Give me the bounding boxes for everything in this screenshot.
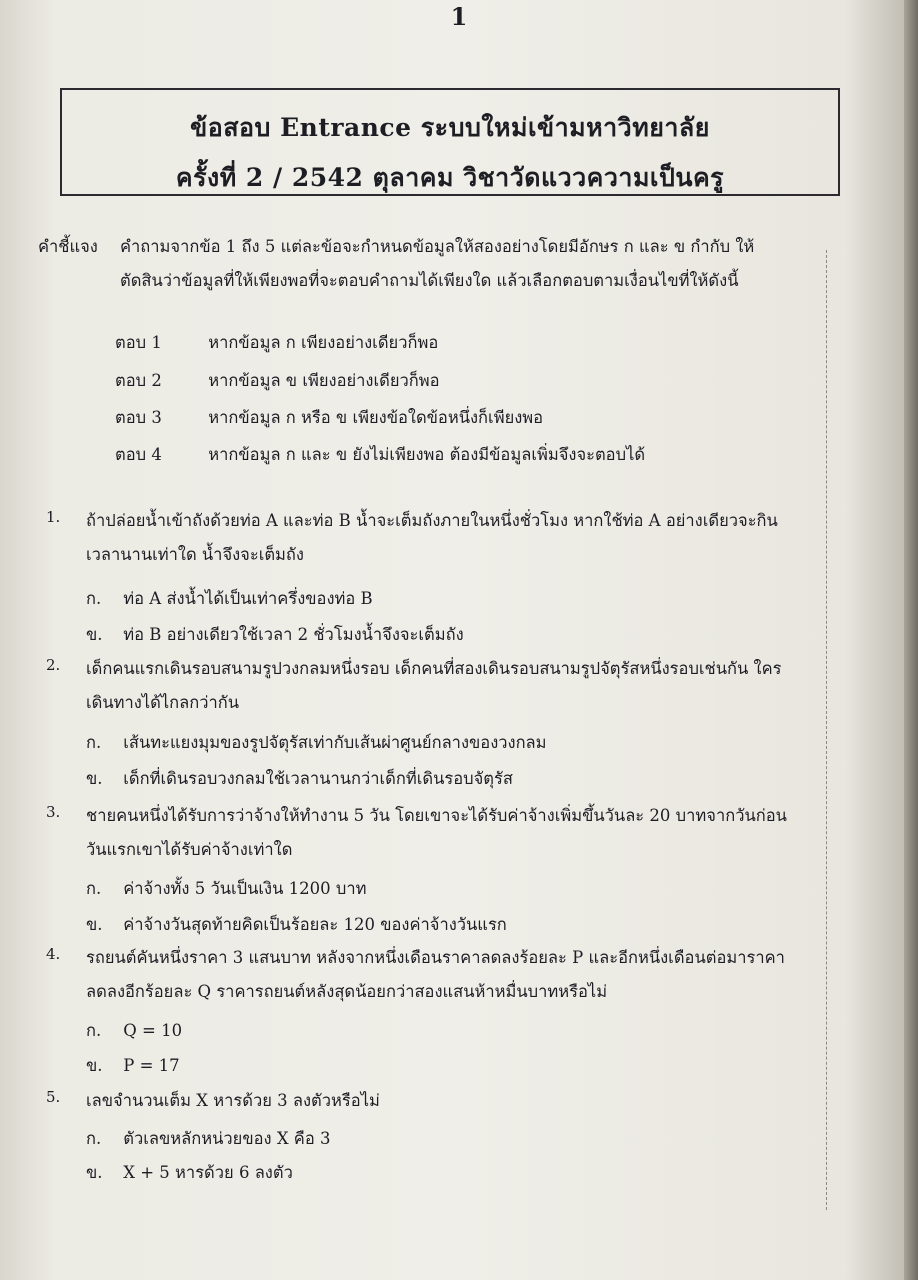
question-text-continued: ลดลงอีกร้อยละ Q ราคารถยนต์หลังสุดน้อยกว่าสองแสนห้าหมื่นบาทหรือไม่	[86, 982, 608, 1001]
choice-text: ค่าจ้างวันสุดท้ายคิดเป็นร้อยละ 120 ของค่าจ้างวันแรก	[123, 915, 507, 934]
question-choice-a	[86, 730, 547, 756]
book-binding	[904, 0, 918, 1280]
option-text: หากข้อมูล ก เพียงอย่างเดียวก็พอ	[208, 333, 439, 352]
margin-guide-line	[826, 250, 828, 1210]
question-choice-a	[86, 586, 373, 612]
answer-option	[115, 442, 645, 468]
choice-text: เด็กที่เดินรอบวงกลมใช้เวลานานกว่าเด็กที่เดินรอบจัตุรัส	[123, 769, 513, 788]
option-text: หากข้อมูล ข เพียงอย่างเดียวก็พอ	[208, 371, 440, 390]
question-number: 2.	[46, 656, 61, 674]
question-number: 4.	[46, 945, 61, 963]
question-text: ถ้าปล่อยน้ำเข้าถังด้วยท่อ A และท่อ B น้ำจะเต็มถังภายในหนึ่งชั่วโมง หากใช้ท่อ A อย่างเดียวจะกิน	[86, 511, 778, 530]
choice-label: ข.	[86, 915, 103, 934]
choice-label: ข.	[86, 625, 103, 644]
choice-text: ท่อ B อย่างเดียวใช้เวลา 2 ชั่วโมงน้ำจึงจะเต็มถัง	[123, 625, 464, 644]
question-choice-b	[86, 1160, 293, 1186]
question-text: เด็กคนแรกเดินรอบสนามรูปวงกลมหนึ่งรอบ เด็กคนที่สองเดินรอบสนามรูปจัตุรัสหนึ่งรอบเช่นกัน ใคร	[86, 659, 782, 678]
question-text: ชายคนหนึ่งได้รับการว่าจ้างให้ทำงาน 5 วัน โดยเขาจะได้รับค่าจ้างเพิ่มขึ้นวันละ 20 บาทจากวันก่อน	[86, 806, 787, 825]
question-choice-b	[86, 1053, 180, 1079]
choice-label: ก.	[86, 879, 102, 898]
exam-subtitle: ครั้งที่ 2 / 2542 ตุลาคม วิชาวัดแววความเป็นครู	[175, 163, 725, 192]
instructions-line-2: ตัดสินว่าข้อมูลที่ให้เพียงพอที่จะตอบคำถามได้เพียงใด แล้วเลือกตอบตามเงื่อนไขที่ให้ดังนี้	[120, 271, 739, 290]
option-number: ตอบ 2	[115, 371, 162, 390]
choice-text: เส้นทะแยงมุมของรูปจัตุรัสเท่ากับเส้นผ่าศูนย์กลางของวงกลม	[123, 733, 547, 752]
question-number: 5.	[46, 1088, 61, 1106]
question-number: 1.	[46, 508, 61, 526]
choice-label: ก.	[86, 589, 102, 608]
question-text-continued: เวลานานเท่าใด น้ำจึงจะเต็มถัง	[86, 545, 304, 564]
question-text-continued: เดินทางได้ไกลกว่ากัน	[86, 693, 240, 712]
choice-text: X + 5 หารด้วย 6 ลงตัว	[123, 1163, 293, 1182]
exam-title: ข้อสอบ Entrance ระบบใหม่เข้ามหาวิทยาลัย	[190, 113, 710, 142]
answer-option	[115, 368, 440, 394]
choice-text: P = 17	[123, 1056, 180, 1075]
option-number: ตอบ 3	[115, 408, 162, 427]
option-text: หากข้อมูล ก และ ข ยังไม่เพียงพอ ต้องมีข้อมูลเพิ่มจึงจะตอบได้	[208, 445, 646, 464]
choice-label: ก.	[86, 1021, 102, 1040]
instructions-line-1: คำถามจากข้อ 1 ถึง 5 แต่ละข้อจะกำหนดข้อมูลให้สองอย่างโดยมีอักษร ก และ ข กำกับ ให้	[120, 237, 755, 256]
choice-label: ข.	[86, 769, 103, 788]
option-number: ตอบ 1	[115, 333, 162, 352]
option-number: ตอบ 4	[115, 445, 162, 464]
page-number: 1	[450, 2, 468, 31]
question-number: 3.	[46, 803, 61, 821]
choice-label: ก.	[86, 733, 102, 752]
question-choice-a	[86, 1126, 331, 1152]
choice-text: Q = 10	[123, 1021, 183, 1040]
title-box	[60, 88, 840, 196]
question-text: เลขจำนวนเต็ม X หารด้วย 3 ลงตัวหรือไม่	[86, 1091, 380, 1110]
question-choice-a	[86, 876, 366, 902]
choice-label: ข.	[86, 1056, 103, 1075]
choice-text: ค่าจ้างทั้ง 5 วันเป็นเงิน 1200 บาท	[123, 879, 367, 898]
choice-label: ก.	[86, 1129, 102, 1148]
answer-option	[115, 330, 438, 356]
question-text-continued: วันแรกเขาได้รับค่าจ้างเท่าใด	[86, 840, 293, 859]
question-choice-b	[86, 766, 513, 792]
choice-text: ท่อ A ส่งน้ำได้เป็นเท่าครึ่งของท่อ B	[123, 589, 373, 608]
question-choice-b	[86, 912, 507, 938]
choice-label: ข.	[86, 1163, 103, 1182]
answer-option	[115, 405, 543, 431]
choice-text: ตัวเลขหลักหน่วยของ X คือ 3	[123, 1129, 331, 1148]
option-text: หากข้อมูล ก หรือ ข เพียงข้อใดข้อหนึ่งก็เพียงพอ	[208, 408, 544, 427]
question-text: รถยนต์คันหนึ่งราคา 3 แสนบาท หลังจากหนึ่งเดือนราคาลดลงร้อยละ P และอีกหนึ่งเดือนต่อมาราคา	[86, 948, 785, 967]
question-choice-a	[86, 1018, 182, 1044]
instructions-label: คำชี้แจง	[38, 237, 98, 256]
question-choice-b	[86, 622, 464, 648]
